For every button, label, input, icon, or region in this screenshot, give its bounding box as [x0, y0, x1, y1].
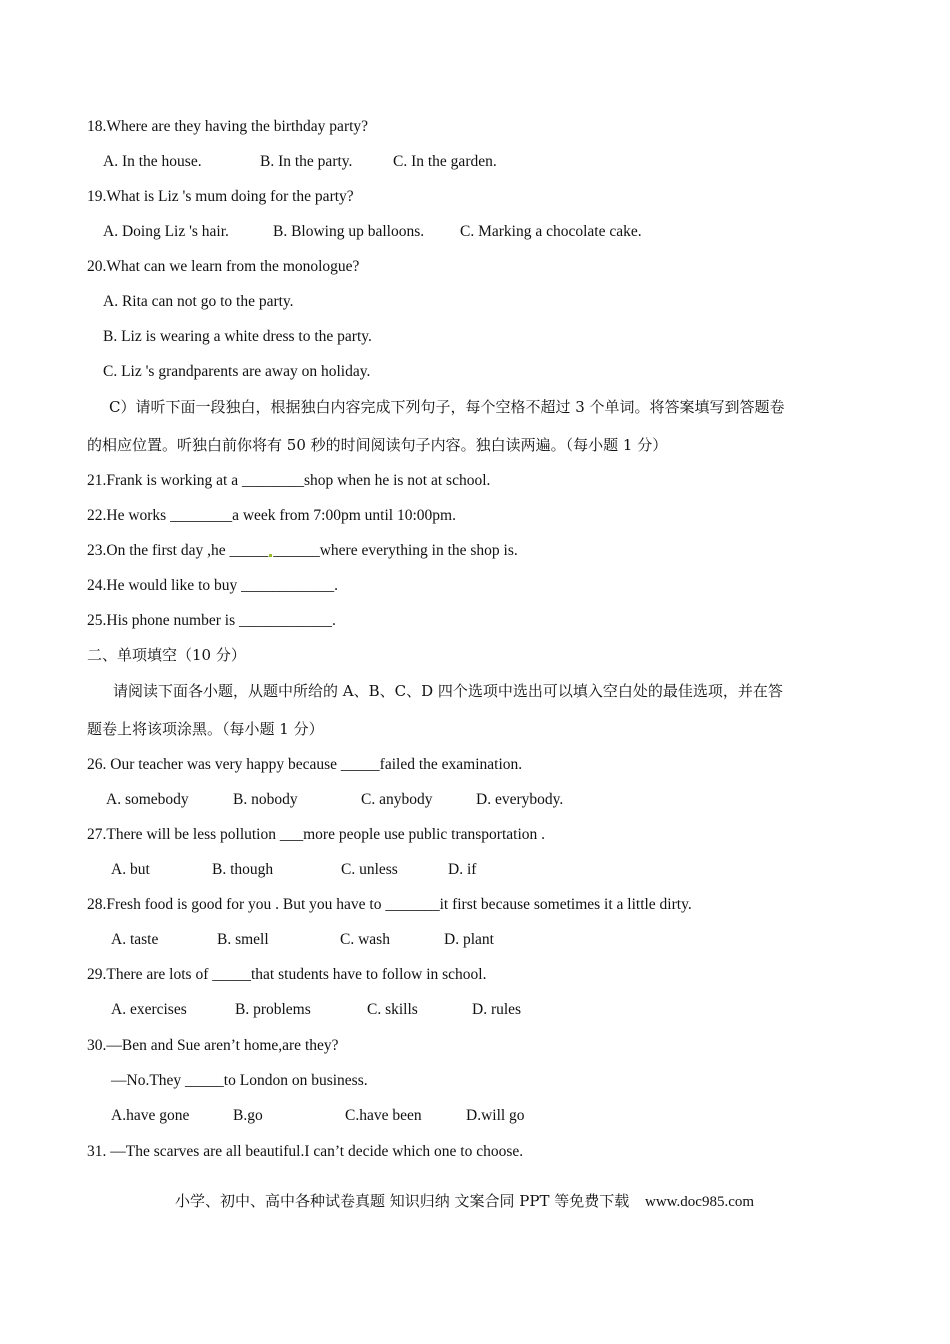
option-b: B. nobody: [233, 791, 298, 808]
footer-url[interactable]: www.doc985.com: [645, 1194, 755, 1210]
question-22: 22.He works ________a week from 7:00pm until 10:00pm.: [87, 507, 456, 524]
option-a: A. somebody: [106, 791, 189, 808]
option-c: C. Liz 's grandparents are away on holiday.: [103, 363, 371, 380]
question-27-stem: 27.There will be less pollution ___more people use public transportation .: [87, 826, 546, 843]
question-25: 25.His phone number is ____________.: [87, 612, 336, 629]
option-c: C. anybody: [361, 791, 433, 808]
option-b: B. In the party.: [260, 153, 353, 170]
option-c: C. skills: [367, 1001, 418, 1018]
option-b: B. though: [212, 861, 274, 878]
section-2-instructions-line1: 请阅读下面各小题，从题中所给的 A、B、C、D 四个选项中选出可以填入空白处的最佳选项，并在答: [113, 682, 783, 700]
option-a: A. Rita can not go to the party.: [103, 293, 294, 310]
option-a: A. taste: [111, 931, 159, 948]
question-18-stem: 18.Where are they having the birthday party?: [87, 118, 369, 135]
question-20-stem: 20.What can we learn from the monologue?: [87, 258, 360, 275]
question-26-stem: 26. Our teacher was very happy because _____failed the examination.: [87, 756, 523, 773]
option-c: C.have been: [345, 1107, 422, 1124]
page-footer: [175, 1191, 754, 1212]
section-2-heading: 二、单项填空（10 分）: [87, 646, 246, 664]
question-21: 21.Frank is working at a ________shop when he is not at school.: [87, 472, 491, 489]
section-2-instructions-line2: 题卷上将该项涂黑。（每小题 1 分）: [87, 720, 324, 738]
option-d: D. everybody.: [476, 791, 564, 808]
question-23-part1: 23.On the first day ,he _____: [87, 542, 269, 559]
option-c: C. unless: [341, 861, 398, 878]
question-28-stem: 28.Fresh food is good for you . But you have to _______it first because sometimes it a little dirty.: [87, 896, 692, 913]
question-23-part2: ______where everything in the shop is.: [273, 542, 518, 559]
marker-dot: [269, 554, 272, 557]
part-c-instructions-line1: C）请听下面一段独白，根据独白内容完成下列句子，每个空格不超过 3 个单词。将答案填写到答题卷: [109, 398, 785, 416]
question-19-stem: 19.What is Liz 's mum doing for the party?: [87, 188, 354, 205]
option-d: D. rules: [472, 1001, 522, 1018]
option-b: B. Liz is wearing a white dress to the party.: [103, 328, 372, 345]
question-30-stem: 30.—Ben and Sue aren’t home,are they?: [87, 1037, 339, 1054]
question-23: [87, 541, 518, 561]
option-a: A. exercises: [111, 1001, 187, 1018]
option-b: B. Blowing up balloons.: [273, 223, 425, 240]
option-c: C. In the garden.: [393, 153, 497, 170]
option-c: C. Marking a chocolate cake.: [460, 223, 642, 240]
option-b: B. problems: [235, 1001, 311, 1018]
option-a: A. In the house.: [103, 153, 202, 170]
question-29-stem: 29.There are lots of _____that students have to follow in school.: [87, 966, 487, 983]
option-a: A.have gone: [111, 1107, 190, 1124]
question-31-stem: 31. —The scarves are all beautiful.I can’t decide which one to choose.: [87, 1143, 524, 1160]
part-c-instructions-line2: 的相应位置。听独白前你将有 50 秒的时间阅读句子内容。独白读两遍。（每小题 1 分）: [87, 436, 668, 454]
option-b: B. smell: [217, 931, 269, 948]
option-a: A. Doing Liz 's hair.: [103, 223, 229, 240]
question-30-reply: —No.They _____to London on business.: [111, 1072, 368, 1089]
option-a: A. but: [111, 861, 150, 878]
footer-text: 小学、初中、高中各种试卷真题 知识归纳 文案合同 PPT 等免费下载: [175, 1192, 630, 1210]
option-d: D.will go: [466, 1107, 525, 1124]
option-d: D. plant: [444, 931, 494, 948]
question-24: 24.He would like to buy ____________.: [87, 577, 338, 594]
option-d: D. if: [448, 861, 477, 878]
option-c: C. wash: [340, 931, 390, 948]
option-b: B.go: [233, 1107, 263, 1124]
